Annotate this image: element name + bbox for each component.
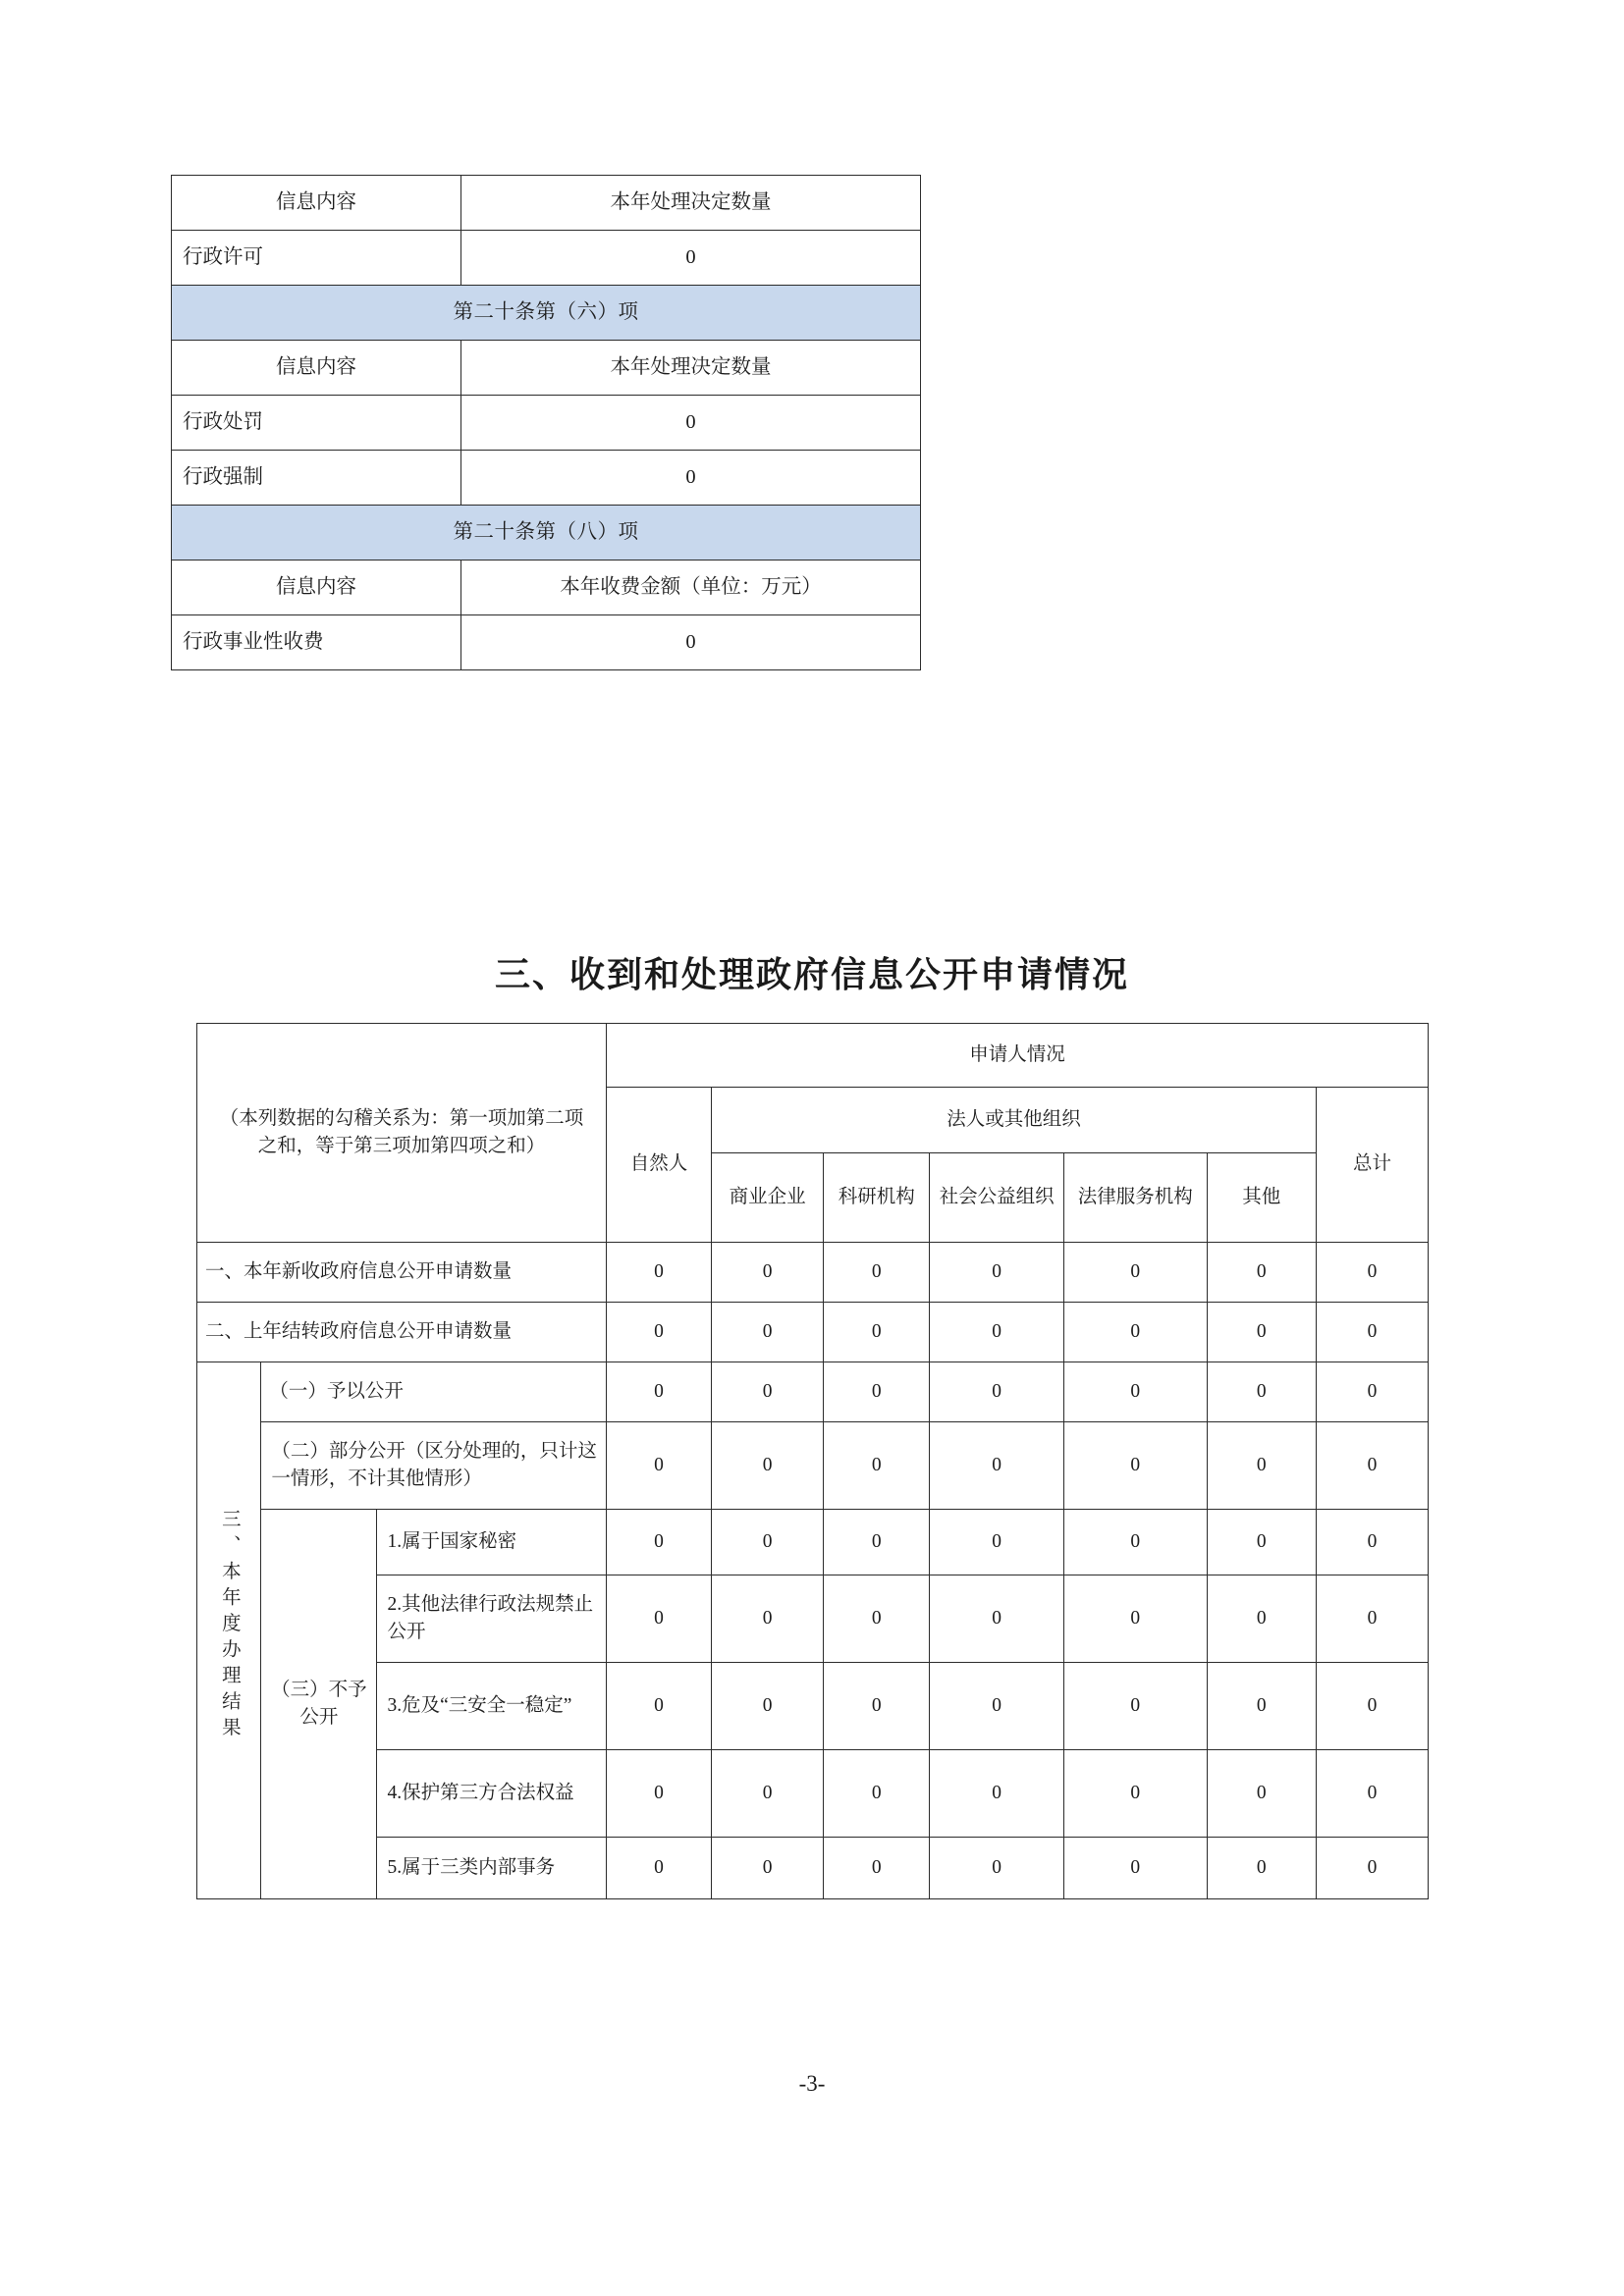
t2-cell: 0	[824, 1510, 930, 1575]
table-row	[172, 451, 921, 506]
t1-col-info-label-2: 信息内容	[172, 341, 461, 396]
table-requests-received-processed	[196, 1023, 1429, 1899]
t1-band-article20-item6: 第二十条第（六）项	[172, 286, 921, 341]
t2-cell: 0	[1316, 1575, 1428, 1663]
t2-cell: 0	[712, 1362, 824, 1422]
t2-cell: 0	[1063, 1510, 1207, 1575]
t2-cell: 0	[607, 1838, 712, 1899]
t2-cell: 0	[824, 1362, 930, 1422]
t2-cell: 0	[712, 1838, 824, 1899]
t2-col-social-welfare-org: 社会公益组织	[930, 1153, 1063, 1243]
t2-cell: 0	[824, 1422, 930, 1510]
t2-cell: 0	[1063, 1575, 1207, 1663]
t2-group-label-annual-results	[197, 1362, 261, 1899]
table-row-section-band	[172, 506, 921, 561]
t1-row-value-administrative-license: 0	[461, 231, 921, 286]
table-row	[197, 1362, 1429, 1422]
t2-cell: 0	[1207, 1838, 1316, 1899]
table-row	[197, 1575, 1429, 1663]
t2-cell: 0	[1207, 1750, 1316, 1838]
t2-cell: 0	[930, 1303, 1063, 1362]
t2-row-label-endangers-security-stability: 3.危及“三安全一稳定”	[377, 1663, 607, 1750]
t1-col-value-label-2: 本年处理决定数量	[461, 341, 921, 396]
t2-cell: 0	[1316, 1362, 1428, 1422]
t2-cell: 0	[1207, 1510, 1316, 1575]
t2-cell: 0	[1063, 1362, 1207, 1422]
t2-cell: 0	[1063, 1663, 1207, 1750]
t1-col-value-label-3: 本年收费金额（单位：万元）	[461, 561, 921, 615]
t2-cell: 0	[930, 1575, 1063, 1663]
t1-col-info-label-3: 信息内容	[172, 561, 461, 615]
t2-row-label-three-internal-affairs: 5.属于三类内部事务	[377, 1838, 607, 1899]
t2-cell: 0	[1207, 1243, 1316, 1303]
t2-cell: 0	[930, 1422, 1063, 1510]
t2-cell: 0	[1063, 1243, 1207, 1303]
t2-col-legal-service-org: 法律服务机构	[1063, 1153, 1207, 1243]
t2-cell: 0	[607, 1422, 712, 1510]
t2-row-label-disclosed: （一）予以公开	[261, 1362, 607, 1422]
table-row	[197, 1303, 1429, 1362]
t2-row-label-carried-over-requests: 二、上年结转政府信息公开申请数量	[197, 1303, 607, 1362]
table-row	[172, 176, 921, 231]
t2-cell: 0	[930, 1838, 1063, 1899]
t2-cell: 0	[712, 1243, 824, 1303]
t2-cell: 0	[1316, 1663, 1428, 1750]
t2-cell: 0	[1316, 1838, 1428, 1899]
table-row	[197, 1838, 1429, 1899]
t2-group-applicant: 申请人情况	[607, 1024, 1429, 1088]
page-number: -3-	[798, 2071, 826, 2096]
t1-band-article20-item8: 第二十条第（八）项	[172, 506, 921, 561]
t2-cell: 0	[712, 1663, 824, 1750]
t2-cell: 0	[930, 1663, 1063, 1750]
t2-cell: 0	[930, 1243, 1063, 1303]
t2-corner-note: （本列数据的勾稽关系为：第一项加第二项之和，等于第三项加第四项之和）	[197, 1024, 607, 1243]
t2-cell: 0	[607, 1663, 712, 1750]
t2-row-label-state-secret: 1.属于国家秘密	[377, 1510, 607, 1575]
t2-cell: 0	[1316, 1510, 1428, 1575]
table-row	[197, 1663, 1429, 1750]
t2-cell: 0	[607, 1362, 712, 1422]
t2-cell: 0	[712, 1303, 824, 1362]
t2-cell: 0	[712, 1575, 824, 1663]
t2-row-label-protect-third-party-rights: 4.保护第三方合法权益	[377, 1750, 607, 1838]
t2-group-legal-person: 法人或其他组织	[712, 1088, 1317, 1153]
t2-col-other: 其他	[1207, 1153, 1316, 1243]
table1	[171, 175, 921, 670]
t2-cell: 0	[930, 1750, 1063, 1838]
t1-row-label-administrative-penalty: 行政处罚	[172, 396, 461, 451]
t2-cell: 0	[824, 1750, 930, 1838]
table-row	[172, 396, 921, 451]
table-disclosure-decisions	[171, 175, 920, 670]
table-row	[197, 1243, 1429, 1303]
t2-cell: 0	[824, 1663, 930, 1750]
t2-cell: 0	[1063, 1303, 1207, 1362]
t2-cell: 0	[930, 1362, 1063, 1422]
t2-cell: 0	[1316, 1243, 1428, 1303]
table-row	[197, 1422, 1429, 1510]
t2-cell: 0	[930, 1510, 1063, 1575]
t2-col-natural-person: 自然人	[607, 1088, 712, 1243]
t2-cell: 0	[1316, 1303, 1428, 1362]
t2-group-label-annual-results-text: 三、本年度办理结果	[218, 1509, 240, 1743]
t2-cell: 0	[607, 1575, 712, 1663]
t2-cell: 0	[1207, 1362, 1316, 1422]
t2-cell: 0	[1207, 1575, 1316, 1663]
table-row	[197, 1510, 1429, 1575]
t2-row-label-new-requests: 一、本年新收政府信息公开申请数量	[197, 1243, 607, 1303]
t1-row-value-administrative-penalty: 0	[461, 396, 921, 451]
table-row-section-band	[172, 286, 921, 341]
t2-col-total: 总计	[1316, 1088, 1428, 1243]
t2-cell: 0	[1316, 1422, 1428, 1510]
t2-cell: 0	[712, 1750, 824, 1838]
t2-cell: 0	[824, 1575, 930, 1663]
table2	[196, 1023, 1429, 1899]
t2-cell: 0	[1207, 1663, 1316, 1750]
table-row	[172, 561, 921, 615]
t1-col-info-label: 信息内容	[172, 176, 461, 231]
t2-cell: 0	[1063, 1422, 1207, 1510]
t1-row-label-administrative-fees: 行政事业性收费	[172, 615, 461, 670]
t2-row-label-partially-disclosed: （二）部分公开（区分处理的，只计这一情形，不计其他情形）	[261, 1422, 607, 1510]
t1-col-value-label: 本年处理决定数量	[461, 176, 921, 231]
t1-row-label-administrative-license: 行政许可	[172, 231, 461, 286]
t2-cell: 0	[824, 1303, 930, 1362]
t2-cell: 0	[712, 1422, 824, 1510]
t2-cell: 0	[607, 1750, 712, 1838]
t2-cell: 0	[824, 1838, 930, 1899]
t2-cell: 0	[607, 1243, 712, 1303]
t2-cell: 0	[1207, 1303, 1316, 1362]
t2-cell: 0	[607, 1510, 712, 1575]
t2-row-label-other-laws-prohibit: 2.其他法律行政法规禁止公开	[377, 1575, 607, 1663]
table-row	[172, 231, 921, 286]
t2-cell: 0	[1316, 1750, 1428, 1838]
table-row	[172, 615, 921, 670]
t2-cell: 0	[1207, 1422, 1316, 1510]
t1-row-value-administrative-coercion: 0	[461, 451, 921, 506]
t2-col-commercial-enterprise: 商业企业	[712, 1153, 824, 1243]
t2-cell: 0	[712, 1510, 824, 1575]
table-header-row-1	[197, 1024, 1429, 1088]
t2-cell: 0	[607, 1303, 712, 1362]
t2-group-label-nondisclosure: （三）不予公开	[261, 1510, 377, 1899]
t1-row-label-administrative-coercion: 行政强制	[172, 451, 461, 506]
t2-col-research-institution: 科研机构	[824, 1153, 930, 1243]
table-row	[197, 1750, 1429, 1838]
t2-cell: 0	[1063, 1838, 1207, 1899]
t1-row-value-administrative-fees: 0	[461, 615, 921, 670]
section-heading-3: 三、收到和处理政府信息公开申请情况	[494, 954, 1129, 994]
t2-cell: 0	[1063, 1750, 1207, 1838]
table-row	[172, 341, 921, 396]
t2-cell: 0	[824, 1243, 930, 1303]
